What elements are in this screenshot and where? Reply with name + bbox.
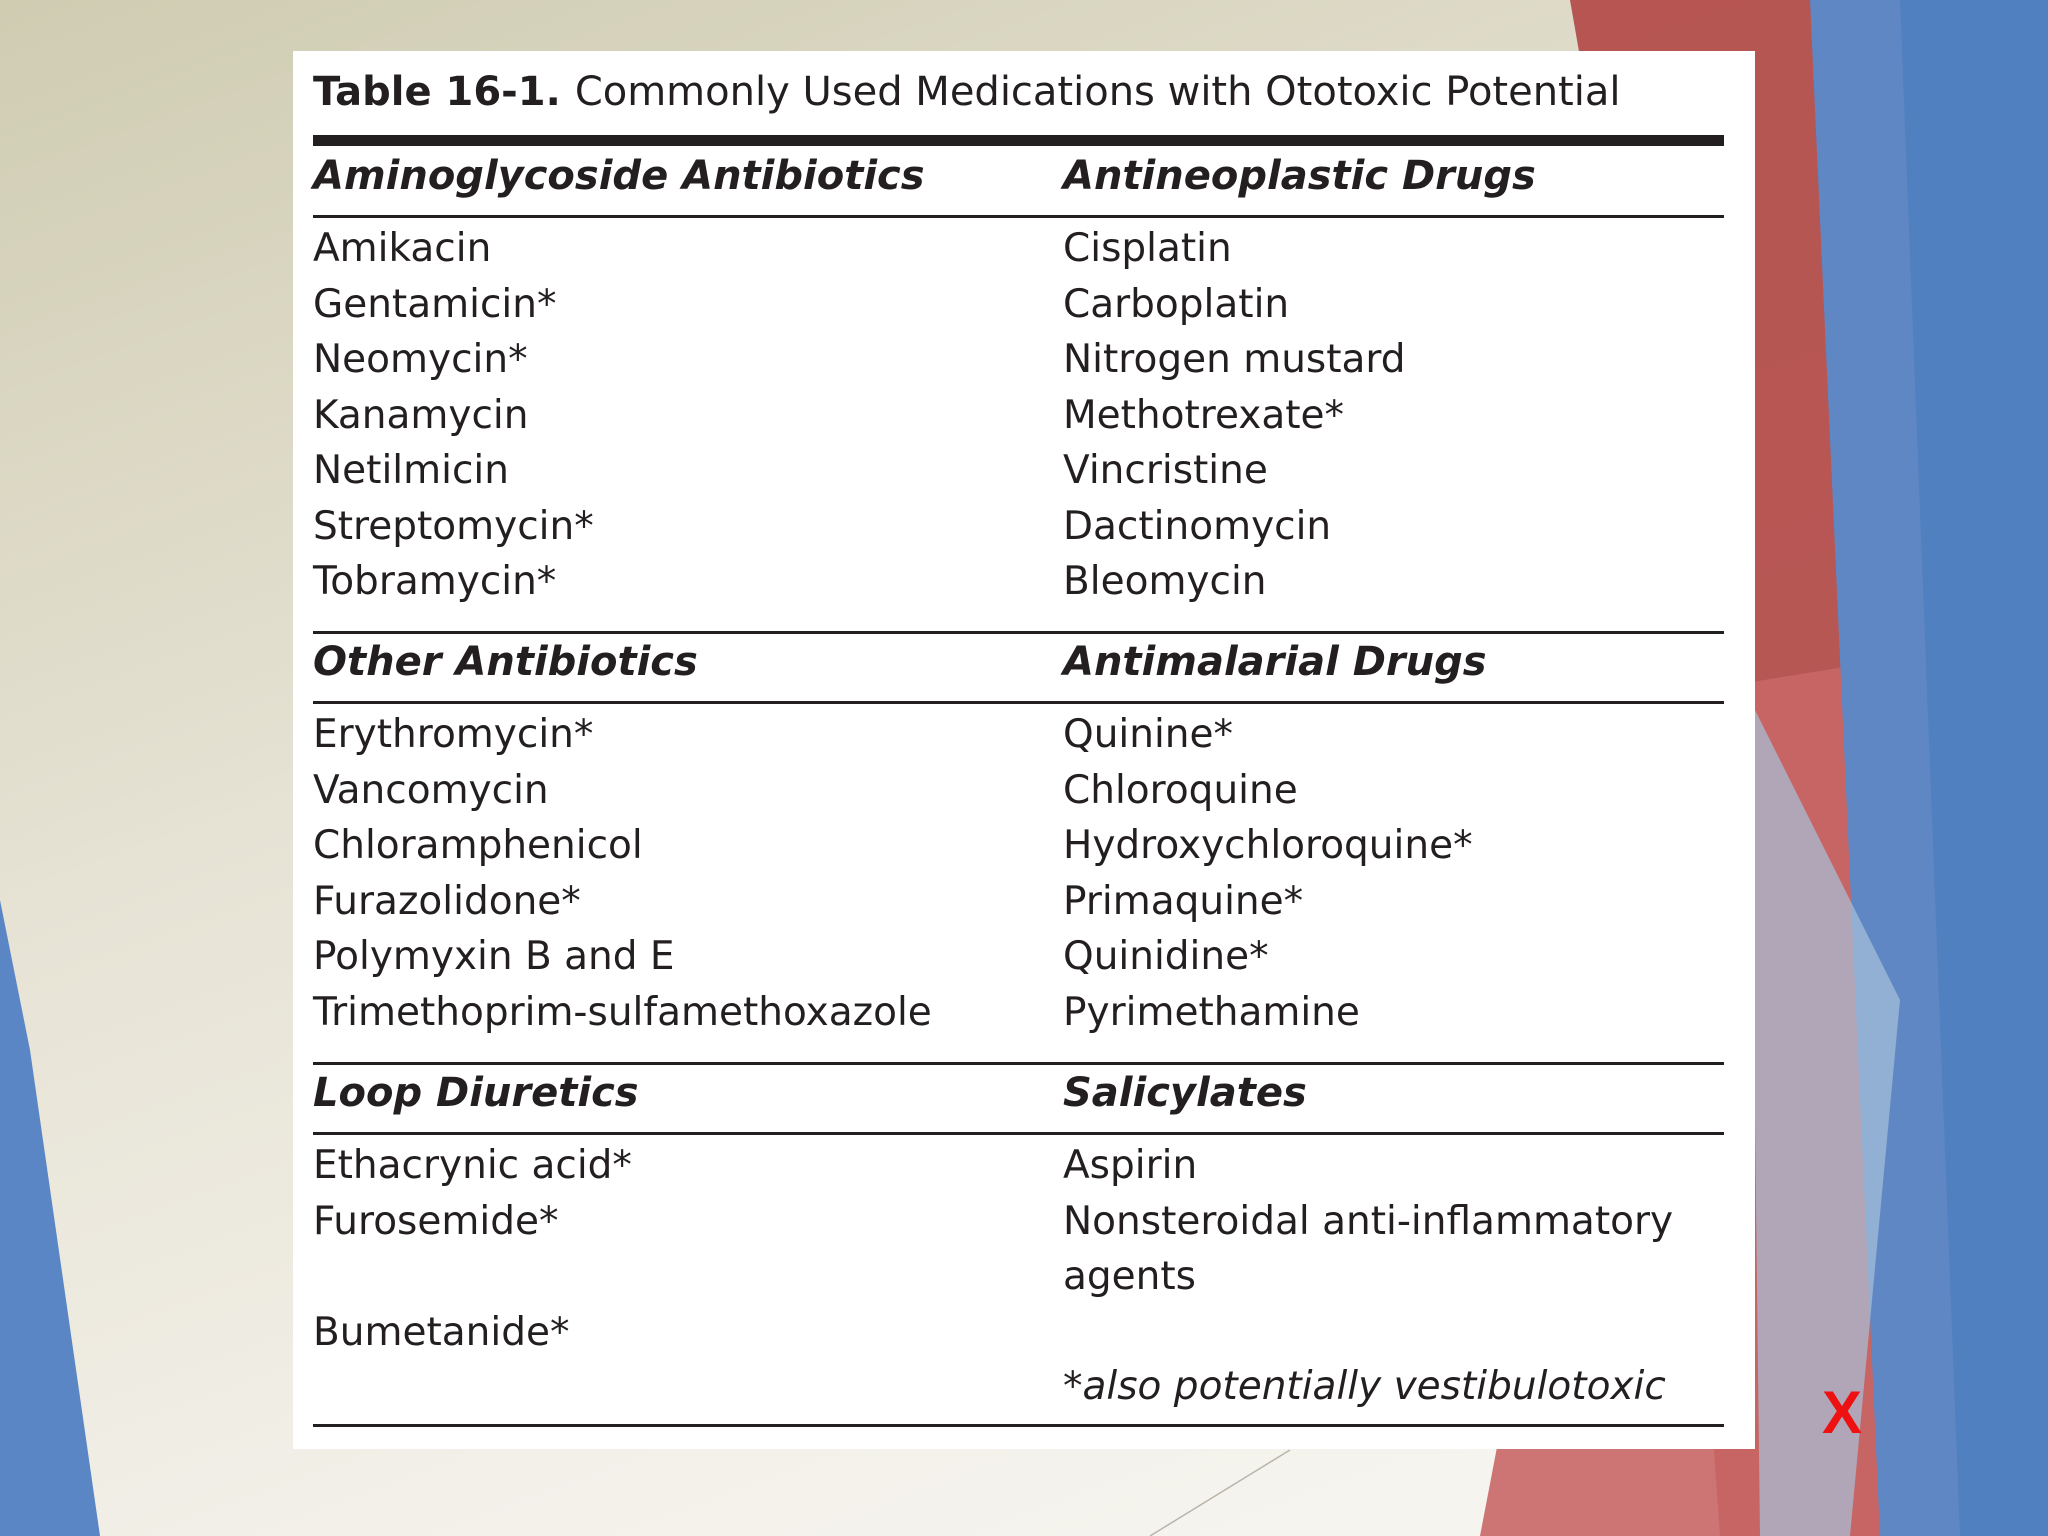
list-item: Gentamicin*	[313, 281, 557, 327]
list-item: Pyrimethamine	[1063, 989, 1360, 1035]
list-item: Vincristine	[1063, 448, 1268, 493]
list-item: Neomycin*	[313, 337, 528, 382]
list-aminoglycoside	[313, 221, 594, 610]
table-title: Commonly Used Medications with Ototoxic Potential	[574, 69, 1621, 115]
section-heading-other-antibiotics: Other Antibiotics	[313, 639, 698, 685]
list-item: Furosemide*	[313, 1198, 559, 1244]
list-item: Trimethoprim-sulfamethoxazole	[313, 989, 932, 1035]
table-panel	[293, 51, 1755, 1449]
list-item: Polymyxin B and E	[313, 934, 675, 979]
list-item	[313, 1249, 632, 1305]
list-item: Chloroquine	[1063, 767, 1298, 813]
section-rule	[313, 1062, 1724, 1065]
list-other-antibiotics	[313, 707, 932, 1040]
section-rule	[313, 1132, 1724, 1135]
list-item: Carboplatin	[1063, 281, 1290, 327]
list-item: Streptomycin*	[313, 503, 594, 549]
section-heading-salicylates: Salicylates	[1063, 1070, 1307, 1116]
list-item: Nonsteroidal anti-inflammatory agents	[1063, 1198, 1674, 1299]
list-item: Netilmicin	[313, 448, 509, 493]
section-rule	[313, 215, 1724, 218]
list-antineoplastic	[1063, 221, 1406, 610]
list-item: Chloramphenicol	[313, 823, 643, 868]
list-item: Primaquine*	[1063, 878, 1304, 924]
thin-line-bottom	[1150, 1450, 1290, 1536]
list-item: Hydroxychloroquine*	[1063, 823, 1473, 868]
section-rule	[313, 701, 1724, 704]
table-caption	[313, 69, 1620, 115]
list-item: Ethacrynic acid*	[313, 1143, 632, 1188]
list-item: Erythromycin*	[313, 712, 594, 757]
bottom-rule	[313, 1424, 1724, 1427]
blue-stripe-left	[0, 900, 100, 1536]
close-x-icon[interactable]: X	[1822, 1379, 1863, 1446]
list-item: Furazolidone*	[313, 878, 581, 924]
list-salicylates	[1063, 1138, 1723, 1305]
list-item: Amikacin	[313, 226, 492, 271]
list-item: Quinine*	[1063, 712, 1234, 757]
list-item: Bleomycin	[1063, 559, 1267, 604]
list-item: Kanamycin	[313, 392, 529, 438]
list-item: Aspirin	[1063, 1143, 1198, 1188]
table-footnote: *also potentially vestibulotoxic	[1063, 1364, 1666, 1409]
section-rule	[313, 631, 1724, 634]
list-item: Dactinomycin	[1063, 503, 1332, 549]
list-antimalarial	[1063, 707, 1473, 1040]
section-heading-antimalarial: Antimalarial Drugs	[1063, 639, 1487, 685]
list-item: Tobramycin*	[313, 559, 557, 604]
section-heading-aminoglycoside: Aminoglycoside Antibiotics	[313, 153, 925, 199]
list-loop-diuretics	[313, 1138, 632, 1360]
table-number: Table 16-1.	[313, 69, 561, 115]
list-item: Vancomycin	[313, 767, 549, 813]
list-item: Cisplatin	[1063, 226, 1232, 271]
list-item: Bumetanide*	[313, 1309, 570, 1355]
list-item: Nitrogen mustard	[1063, 337, 1406, 382]
section-heading-antineoplastic: Antineoplastic Drugs	[1063, 153, 1536, 199]
caption-rule	[313, 135, 1724, 146]
list-item: Methotrexate*	[1063, 392, 1345, 438]
list-item: Quinidine*	[1063, 934, 1269, 979]
section-heading-loop-diuretics: Loop Diuretics	[313, 1070, 639, 1116]
